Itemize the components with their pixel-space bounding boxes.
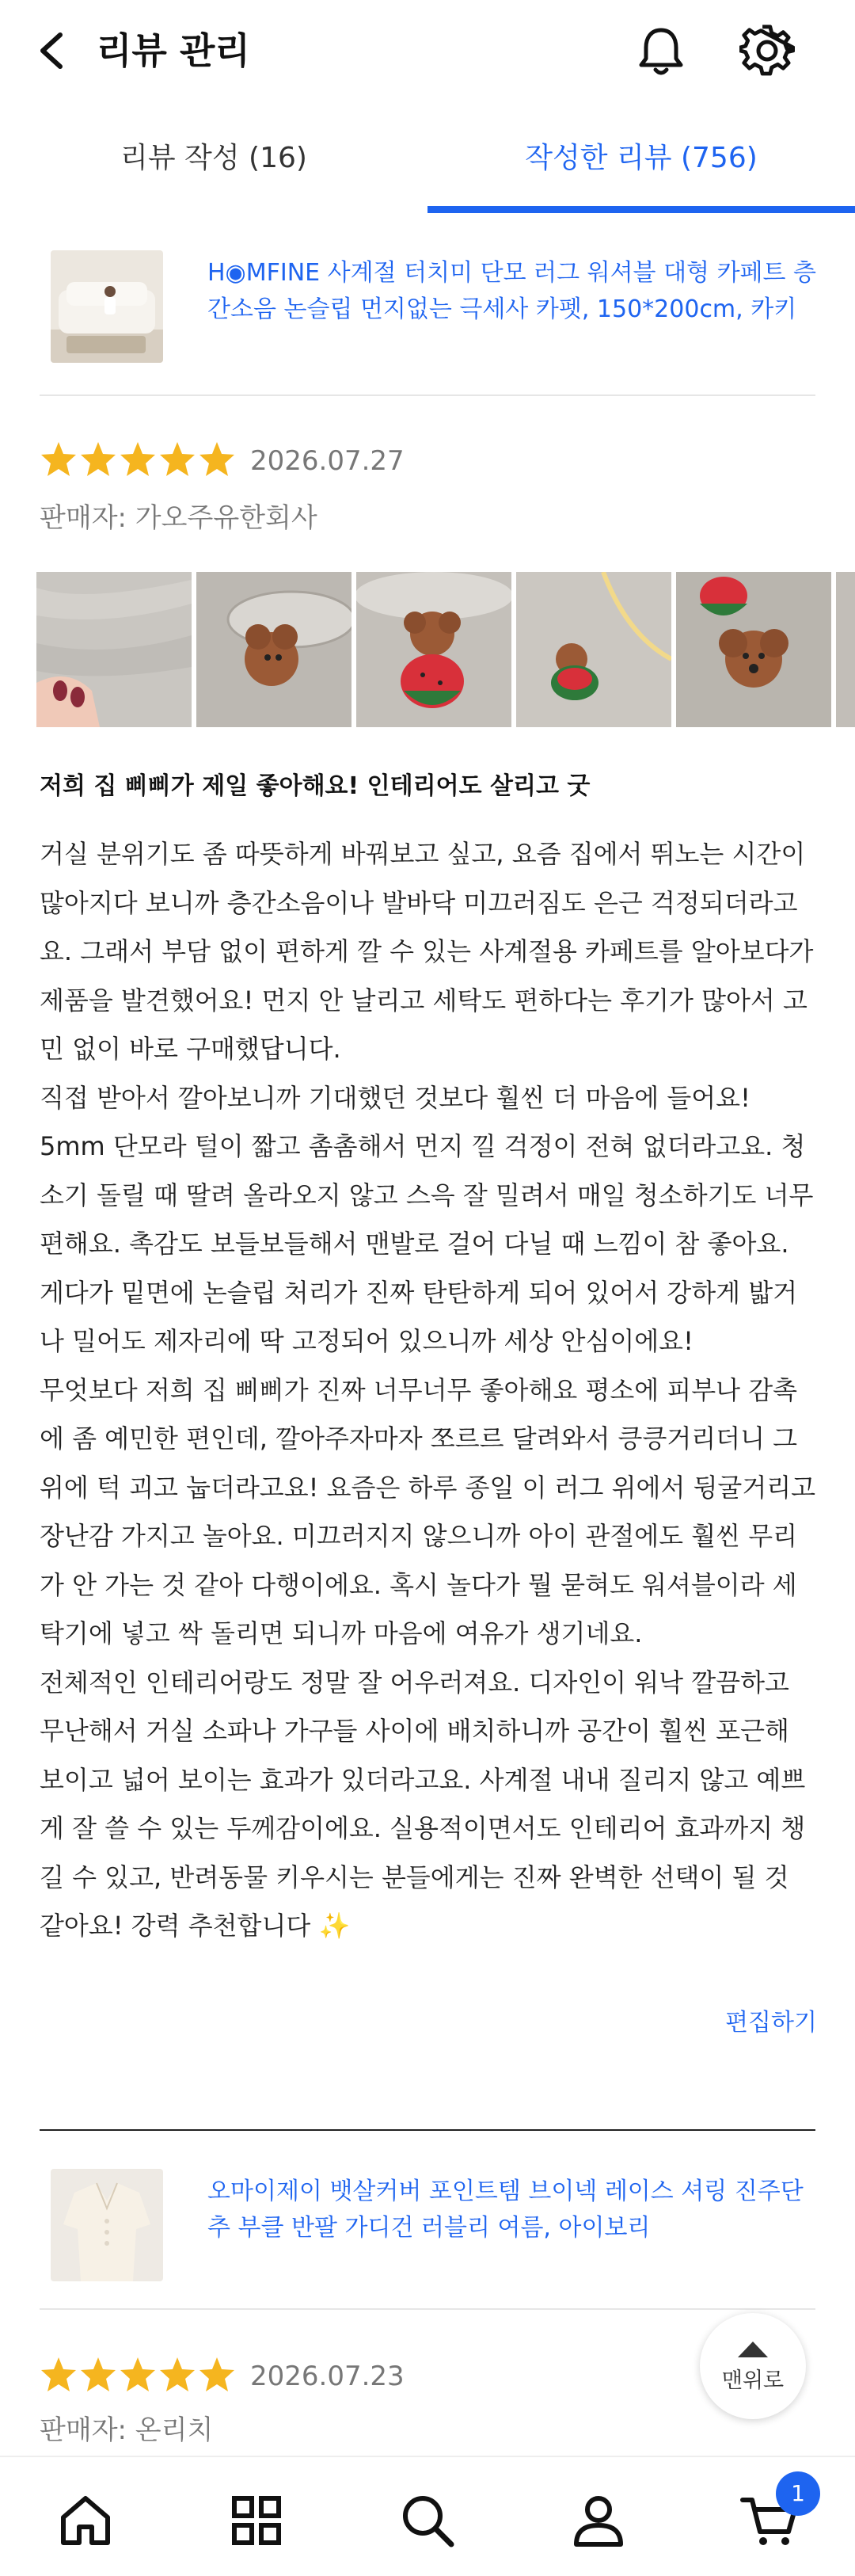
divider bbox=[40, 2308, 815, 2310]
star-icon bbox=[119, 2356, 157, 2394]
scroll-to-top-label: 맨위로 bbox=[721, 2368, 785, 2393]
user-icon bbox=[568, 2490, 629, 2551]
edit-review-link[interactable]: 편집하기 bbox=[725, 2009, 817, 2037]
review-photo[interactable] bbox=[836, 572, 855, 727]
bell-icon bbox=[633, 24, 689, 79]
tab-written-reviews[interactable]: 작성한 리뷰 (756) bbox=[525, 142, 758, 174]
nav-home[interactable] bbox=[55, 2490, 116, 2551]
star-icon bbox=[158, 440, 196, 478]
nav-search[interactable] bbox=[397, 2490, 458, 2551]
rating-row bbox=[40, 440, 594, 485]
active-tab-indicator bbox=[428, 206, 855, 213]
review-date: 2026.07.27 bbox=[250, 445, 405, 477]
bottom-navigation bbox=[0, 2456, 855, 2576]
review-tabs bbox=[0, 127, 855, 214]
page-title: 리뷰 관리 bbox=[97, 29, 250, 72]
review-photo[interactable] bbox=[676, 572, 831, 727]
chevron-left-icon bbox=[32, 29, 76, 73]
seller-name: 판매자: 온리치 bbox=[40, 2414, 214, 2446]
star-icon bbox=[79, 440, 117, 478]
review-date: 2026.07.23 bbox=[250, 2361, 405, 2392]
product-name[interactable]: 오마이제이 뱃살커버 포인트템 브이넥 레이스 셔링 진주단추 부클 반팔 가디건 러블리 여름, 아이보리 bbox=[207, 2178, 804, 2242]
scroll-to-top-button[interactable] bbox=[700, 2313, 806, 2419]
star-icon bbox=[119, 440, 157, 478]
review-photo[interactable] bbox=[196, 572, 352, 727]
review-photo-strip[interactable] bbox=[36, 572, 855, 727]
top-bar bbox=[0, 0, 855, 103]
review-paragraph: 직접 받아서 깔아보니까 기대했던 것보다 훨씬 더 마음에 들어요! 5mm 단모라 털이 짧고 촘촘해서 먼지 낄 걱정이 전혀 없더라고요. 청소기 돌릴 때 딸려 올라오지 않고 스윽 잘 밀려서 매일 청소하기도 너무 편해요. 촉감도 보들보들해서 맨발로 걸어 다닐 때 느낌이 참 좋아요. 게다가 밑면에 논슬립 처리가 진짜 탄탄하게 되어 있어서 강하게 밟거나 밀어도 제자리에 딱 고정되어 있으니까 세상 안심이에요! bbox=[40, 1082, 814, 1356]
star-icon bbox=[79, 2356, 117, 2394]
back-button[interactable] bbox=[32, 29, 76, 73]
divider bbox=[40, 394, 815, 396]
arrow-up-icon bbox=[738, 2342, 768, 2357]
product-name[interactable]: H◉MFINE 사계절 터치미 단모 러그 워셔블 대형 카페트 층간소음 논슬립 먼지없는 극세사 카펫, 150*200cm, 카키 bbox=[207, 259, 817, 323]
review-title: 저희 집 삐삐가 제일 좋아해요! 인테리어도 살리고 굿 bbox=[40, 772, 591, 800]
product-row[interactable] bbox=[40, 2148, 815, 2291]
star-icon bbox=[158, 2356, 196, 2394]
review-photo[interactable] bbox=[356, 572, 511, 727]
product-thumbnail[interactable] bbox=[51, 2169, 163, 2281]
search-icon bbox=[397, 2490, 458, 2551]
review-body bbox=[40, 830, 819, 1951]
nav-my-page[interactable] bbox=[568, 2490, 629, 2551]
star-icon bbox=[40, 440, 78, 478]
rating-row bbox=[40, 2356, 594, 2400]
review-paragraph: 전체적인 인테리어랑도 정말 잘 어우러져요. 디자인이 워낙 깔끔하고 무난해서 거실 소파나 가구들 사이에 배치하니까 공간이 훨씬 포근해 보이고 넓어 보이는 효과가 있더라고요. 사계절 내내 질리지 않고 예쁘게 잘 쓸 수 있는 두께감이에요. 실용적이면서도 인테리어 효과까지 챙길 수 있고, 반려동물 키우시는 분들에게는 진짜 완벽한 선택이 될 것 같아요! 강력 추천합니다 ✨ bbox=[40, 1667, 806, 1941]
settings-button[interactable] bbox=[739, 24, 795, 79]
category-icon bbox=[226, 2490, 287, 2551]
nav-category[interactable] bbox=[226, 2490, 287, 2551]
review-photo[interactable] bbox=[36, 572, 192, 727]
home-icon bbox=[55, 2490, 116, 2551]
star-icon bbox=[198, 440, 236, 478]
cart-count-badge: 1 bbox=[776, 2471, 820, 2516]
product-thumbnail[interactable] bbox=[51, 250, 163, 363]
review-paragraph: 거실 분위기도 좀 따뜻하게 바꿔보고 싶고, 요즘 집에서 뛰노는 시간이 많아지다 보니까 층간소음이나 발바닥 미끄러짐도 은근 걱정되더라고요. 그래서 부담 없이 편하게 깔 수 있는 사계절용 카페트를 알아보다가 제품을 발견했어요! 먼지 안 날리고 세탁도 편하다는 후기가 많아서 고민 없이 바로 구매했답니다. bbox=[40, 839, 814, 1064]
tab-write-review[interactable]: 리뷰 작성 (16) bbox=[120, 142, 307, 174]
seller-name: 판매자: 가오주유한회사 bbox=[40, 502, 317, 534]
product-row[interactable] bbox=[40, 230, 815, 372]
review-photo[interactable] bbox=[516, 572, 671, 727]
review-separator bbox=[40, 2129, 815, 2131]
gear-icon bbox=[739, 24, 795, 79]
star-icon bbox=[198, 2356, 236, 2394]
notification-button[interactable] bbox=[633, 24, 689, 79]
review-paragraph: 무엇보다 저희 집 삐삐가 진짜 너무너무 좋아해요 평소에 피부나 감촉에 좀 예민한 편인데, 깔아주자마자 쪼르르 달려와서 킁킁거리더니 그 위에 턱 괴고 눕더라고요! 요즘은 하루 종일 이 러그 위에서 뒹굴거리고 장난감 가지고 놀아요. 미끄러지지 않으니까 아이 관절에도 훨씬 무리가 안 가는 것 같아 다행이에요. 혹시 놀다가 뭘 묻혀도 워셔블이라 세탁기에 넣고 싹 돌리면 되니까 마음에 여유가 생기네요. bbox=[40, 1374, 816, 1648]
star-icon bbox=[40, 2356, 78, 2394]
